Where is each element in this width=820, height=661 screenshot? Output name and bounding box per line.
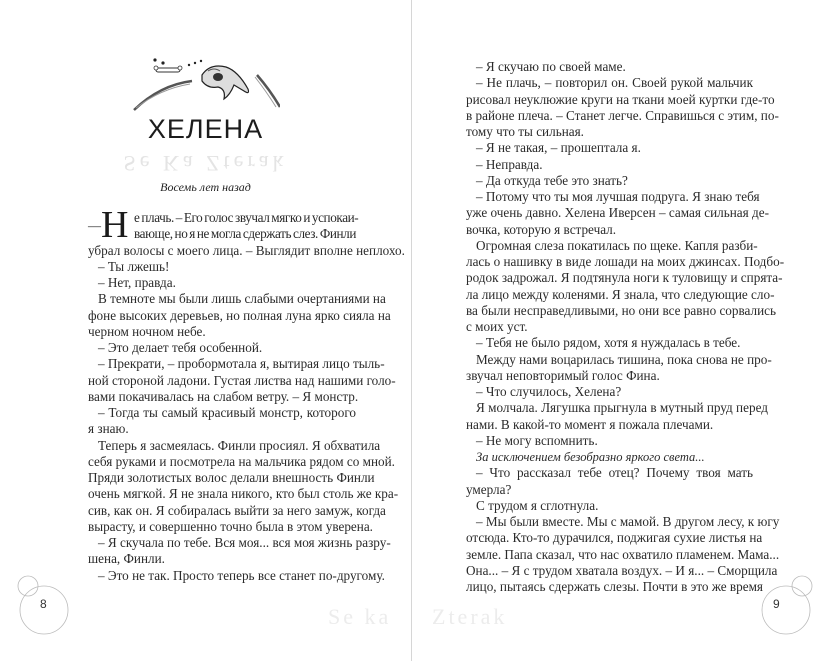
text-line: вочка, которую я встречал. bbox=[466, 221, 617, 237]
paragraph bbox=[466, 189, 769, 238]
text-line: – Что рассказал тебе отец? Почему твоя мать bbox=[476, 465, 753, 481]
drop-cap-dash: — bbox=[88, 218, 101, 233]
page-number-ornament bbox=[752, 570, 816, 642]
watermark-bottom: Zterak bbox=[432, 604, 508, 629]
page-number: 9 bbox=[773, 597, 780, 611]
text-line: Огромная слеза покатилась по щеке. Капля разби- bbox=[476, 237, 758, 253]
page-number: 8 bbox=[40, 597, 47, 611]
text-line: очень мягкой. Я не знала никого, кто был столь же кра- bbox=[88, 486, 399, 502]
paragraph bbox=[466, 157, 753, 173]
paragraph bbox=[466, 75, 779, 140]
right-page bbox=[412, 0, 820, 661]
text-line: Между нами воцарилась тишина, пока снова не про- bbox=[476, 351, 772, 367]
text-line: фоне высоких деревьев, но полная луна ярко сияла на bbox=[88, 307, 391, 323]
text-line: вами покачивалась на слабом ветру. – Я монстр. bbox=[88, 388, 359, 404]
paragraph bbox=[88, 567, 385, 584]
paragraph bbox=[466, 498, 753, 514]
text-line: с моих уст. bbox=[466, 319, 528, 334]
paragraph bbox=[88, 535, 391, 568]
text-line: е плачь. – Его голос звучал мягко и успокаи- bbox=[134, 210, 359, 225]
paragraph bbox=[466, 351, 772, 385]
text-line: лицо, пытаясь сдержать слезы. Почти в это же время bbox=[466, 579, 763, 594]
text-line: Я молчала. Лягушка прыгнула в мутный пруд перед bbox=[476, 400, 768, 416]
text-line: Теперь я засмеялась. Финли просиял. Я обхватила bbox=[98, 437, 381, 453]
paragraph bbox=[88, 275, 356, 291]
text-line: отсюда. Кто-то дурачился, поджигая сухие листья на bbox=[466, 530, 763, 546]
text-line: земле. Папа сказал, что нас охватило пламенем. Мама... bbox=[466, 546, 780, 562]
text-line: – Я скучала по тебе. Вся моя... вся моя жизнь разру- bbox=[98, 535, 391, 550]
text-line: тому что ты сильная. bbox=[466, 124, 584, 139]
paragraph bbox=[466, 335, 753, 351]
text-line: себя руками и посмотрела на мальчика рядом со мной. bbox=[88, 453, 395, 469]
watermark-bottom: Se ka bbox=[328, 604, 392, 629]
text-line: уже очень давно. Хелена Иверсен – самая сильная де- bbox=[466, 205, 769, 221]
text-line: умерла? bbox=[466, 481, 512, 497]
text-line: – Нет, правда. bbox=[98, 275, 176, 290]
text-line: я знаю. bbox=[88, 421, 129, 437]
text-line: – Тебя не было рядом, хотя я нуждалась в тебе. bbox=[476, 335, 741, 351]
text-line: – Я скучаю по своей маме. bbox=[476, 59, 626, 74]
text-line: вающе, но я не могла сдержать слез. Финли bbox=[134, 226, 357, 242]
text-line: ва были несправедливыми, но они все равно сорвались bbox=[466, 302, 777, 318]
text-line: Она... – Я с трудом хватала воздух. – И я... – Сморщила bbox=[466, 562, 778, 578]
watermark-mirrored: Se Ka Zterak bbox=[123, 151, 288, 176]
text-line: – Ты лжешь! bbox=[98, 258, 170, 274]
text-line: – Потому что ты моя лучшая подруга. Я знаю тебя bbox=[476, 189, 760, 204]
drop-cap bbox=[88, 204, 132, 246]
paragraph bbox=[466, 173, 753, 189]
paragraph bbox=[466, 59, 753, 75]
text-line: – Это не так. Просто теперь все станет по-другому. bbox=[98, 567, 385, 583]
text-line: вырасту, и совершенно точно была в этом уверена. bbox=[88, 518, 373, 534]
paragraph bbox=[466, 465, 753, 498]
text-line: – Тогда ты самый красивый монстр, которого bbox=[98, 405, 356, 420]
text-line: – Что случилось, Хелена? bbox=[476, 384, 622, 399]
chapter-title: ХЕЛЕНА bbox=[147, 114, 264, 144]
text-line: звучал неповторимый голос Фина. bbox=[466, 367, 660, 383]
paragraph bbox=[466, 384, 753, 400]
paragraph bbox=[466, 514, 780, 595]
text-line: лась о нашивку в виде лошади на моих джинсах. Подбо- bbox=[466, 254, 785, 269]
text-line: рисовал неуклюжие круги на ткани моей куртки где-то bbox=[466, 91, 775, 107]
text-line: нами. В какой-то момент я пожала плечами. bbox=[466, 416, 714, 432]
paragraph bbox=[466, 400, 768, 433]
text-line: в районе плеча. – Станет легче. Справишься с этим, по- bbox=[466, 107, 779, 123]
text-line: – Да откуда тебе это знать? bbox=[476, 172, 628, 188]
text-line: Пряди золотистых волос делали внешность Финли bbox=[88, 470, 375, 485]
body-text bbox=[466, 59, 785, 595]
text-line: ной стороной ладони. Густая листва над нашими голо- bbox=[88, 372, 396, 388]
text-line: В темноте мы были лишь слабыми очертаниями на bbox=[98, 291, 386, 307]
paragraph bbox=[88, 405, 356, 438]
paragraph bbox=[88, 259, 356, 275]
text-line: шена, Финли. bbox=[88, 551, 165, 567]
paragraph bbox=[466, 140, 753, 156]
paragraph bbox=[466, 433, 753, 449]
text-line: сив, как он. Я собиралась выйти за него замуж, когда bbox=[88, 502, 386, 518]
text-line: черном ночном небе. bbox=[88, 323, 206, 339]
skull-feather-illustration bbox=[130, 55, 280, 115]
paragraph bbox=[466, 237, 785, 336]
paragraph bbox=[88, 356, 396, 405]
text-line: – Не могу вспомнить. bbox=[476, 432, 598, 448]
paragraph bbox=[88, 291, 391, 340]
body-text bbox=[88, 204, 405, 584]
text-line: – Прекрати, – пробормотала я, вытирая лицо тыль- bbox=[98, 356, 385, 372]
text-line: убрал волосы с моего лица. – Выглядит вполне неплохо. bbox=[88, 242, 405, 258]
drop-cap-letter: Н bbox=[101, 204, 129, 246]
paragraph bbox=[88, 437, 399, 536]
chapter-subtitle: Восемь лет назад bbox=[160, 180, 251, 194]
text-line: За исключением безобразно яркого света... bbox=[476, 450, 705, 464]
text-line: – Я не такая, – прошептала я. bbox=[476, 140, 641, 156]
text-line: С трудом я сглотнула. bbox=[476, 497, 599, 513]
paragraph bbox=[466, 449, 753, 465]
text-line: – Это делает тебя особенной. bbox=[98, 340, 263, 355]
text-line: – Неправда. bbox=[476, 156, 543, 172]
text-line: ла лицо между коленями. Я знала, что следующие сло- bbox=[466, 286, 775, 302]
text-line: – Не плачь, – повторил он. Своей рукой мальчик bbox=[476, 75, 753, 91]
text-line: родок задрожал. Я подтянула ноги к туловищу и спрята- bbox=[466, 270, 783, 286]
text-line: – Мы были вместе. Мы с мамой. В другом лесу, к югу bbox=[476, 514, 780, 529]
paragraph bbox=[88, 340, 356, 356]
